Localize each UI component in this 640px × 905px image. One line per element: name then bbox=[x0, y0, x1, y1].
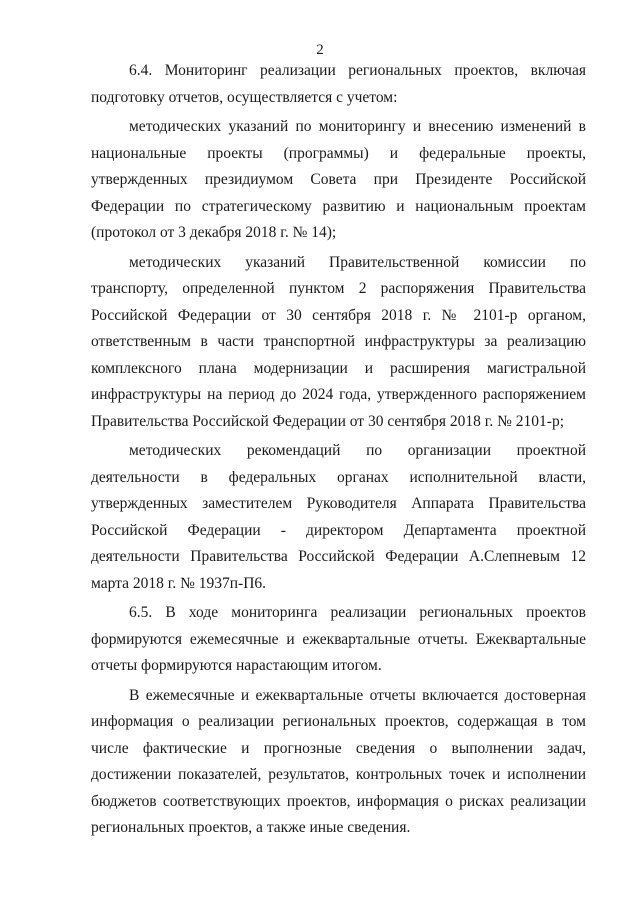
page-number: 2 bbox=[316, 42, 324, 58]
paragraph-methodical-instructions-transport: методических указаний Правительственной комиссии по транспорту, определенной пунктом 2 распоряжения Правительства Российской Федерации от 30 сентября 2018 г. № 2101-р органом, ответственным в части транспортной инфраструктуры за реализацию комплексного плана модернизации и расширения магистральной инфраструктуры на период до 2024 года, утвержденного распоряжением Правительства Российской Федерации от 30 сентября 2018 г. № 2101-р; bbox=[91, 253, 586, 430]
paragraph-6-4: 6.4. Мониторинг реализации региональных проектов, включая подготовку отчетов, осуществляется с учетом: bbox=[91, 62, 586, 106]
paragraph-reports-content: В ежемесячные и ежеквартальные отчеты включается достоверная информация о реализации региональных проектов, содержащая в том числе фактические и прогнозные сведения о выполнении задач, достижении показателей, результатов, контрольных точек и исполнении бюджетов соответствующих проектов, информация о рисках реализации региональных проектов, а также иные сведения. bbox=[91, 686, 586, 836]
paragraph-6-5: 6.5. В ходе мониторинга реализации региональных проектов формируются ежемесячные и ежеквартальные отчеты. Ежеквартальные отчеты формируются нарастающим итогом. bbox=[91, 604, 586, 674]
paragraph-methodical-recommendations: методических рекомендаций по организации проектной деятельности в федеральных органах исполнительной власти, утвержденных заместителем Руководителя Аппарата Правительства Российской Федерации - директором Департамента проектной деятельности Правительства Российской Федерации А.Слепневым 12 марта 2018 г. № 1937п-П6. bbox=[91, 442, 586, 592]
document-body bbox=[91, 58, 586, 845]
paragraph-methodical-instructions-monitoring: методических указаний по мониторингу и внесению изменений в национальные проекты (программы) и федеральные проекты, утвержденных президиумом Совета при Президенте Российской Федерации по стратегическому развитию и национальным проектам (протокол от 3 декабря 2018 г. № 14); bbox=[91, 118, 586, 241]
